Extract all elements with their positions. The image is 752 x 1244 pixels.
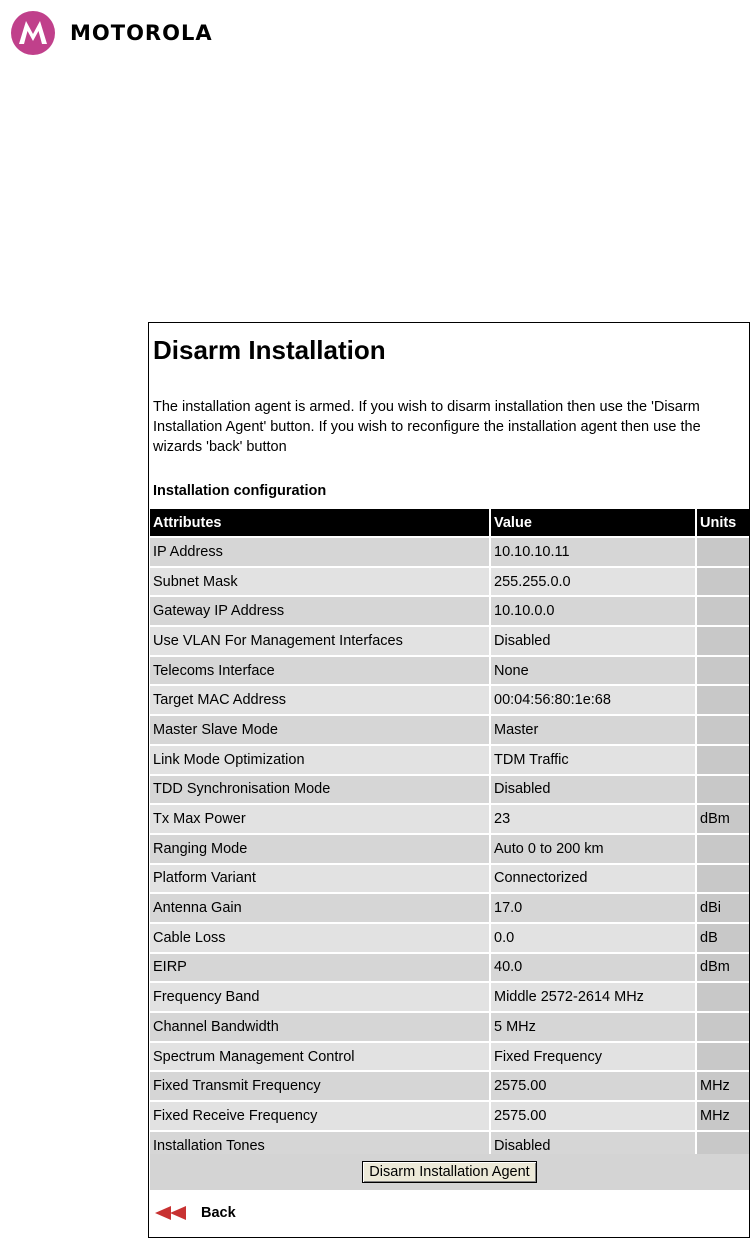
section-heading: Installation configuration: [153, 483, 327, 499]
value-cell: Connectorized: [490, 864, 696, 894]
units-cell: dB: [696, 923, 749, 953]
table-body: [150, 537, 749, 1159]
units-cell: dBm: [696, 953, 749, 983]
units-cell: [696, 1042, 749, 1072]
value-cell: 17.0: [490, 893, 696, 923]
value-cell: 40.0: [490, 953, 696, 983]
table-row: [150, 626, 749, 656]
units-cell: [696, 596, 749, 626]
units-cell: MHz: [696, 1071, 749, 1101]
attribute-cell: Gateway IP Address: [150, 596, 490, 626]
table-row: [150, 537, 749, 567]
table-row: [150, 982, 749, 1012]
value-cell: Disabled: [490, 626, 696, 656]
table-row: [150, 1012, 749, 1042]
intro-text: The installation agent is armed. If you wish to disarm installation then use the 'Disarm Installation Agent' button. If you wish to reconfigure the installation agent then use the wizards 'back' button: [153, 399, 701, 455]
units-cell: [696, 1012, 749, 1042]
table-row: [150, 656, 749, 686]
attribute-cell: TDD Synchronisation Mode: [150, 775, 490, 805]
units-cell: [696, 537, 749, 567]
header-attributes: Attributes: [150, 509, 490, 537]
table-row: [150, 775, 749, 805]
disarm-installation-agent-button[interactable]: Disarm Installation Agent: [362, 1161, 536, 1183]
units-cell: [696, 834, 749, 864]
back-link[interactable]: [155, 1205, 236, 1221]
table-row: [150, 745, 749, 775]
value-cell: 5 MHz: [490, 1012, 696, 1042]
brand-name: MOTOROLA: [70, 21, 213, 45]
attribute-cell: Telecoms Interface: [150, 656, 490, 686]
attribute-cell: Antenna Gain: [150, 893, 490, 923]
table-row: [150, 1042, 749, 1072]
value-cell: Master: [490, 715, 696, 745]
attribute-cell: Spectrum Management Control: [150, 1042, 490, 1072]
table-row: [150, 685, 749, 715]
units-cell: [696, 864, 749, 894]
back-label: Back: [201, 1205, 236, 1221]
units-cell: dBi: [696, 893, 749, 923]
units-cell: [696, 745, 749, 775]
value-cell: 23: [490, 804, 696, 834]
double-left-arrow-icon: [155, 1205, 189, 1221]
units-cell: [696, 656, 749, 686]
table-row: [150, 1071, 749, 1101]
units-cell: MHz: [696, 1101, 749, 1131]
value-cell: 255.255.0.0: [490, 567, 696, 597]
attribute-cell: Tx Max Power: [150, 804, 490, 834]
attribute-cell: Link Mode Optimization: [150, 745, 490, 775]
attribute-cell: Subnet Mask: [150, 567, 490, 597]
installation-config-table: [150, 509, 749, 1159]
units-cell: [696, 626, 749, 656]
attribute-cell: Fixed Receive Frequency: [150, 1101, 490, 1131]
table-header-row: [150, 509, 749, 537]
attribute-cell: Platform Variant: [150, 864, 490, 894]
value-cell: 0.0: [490, 923, 696, 953]
value-cell: None: [490, 656, 696, 686]
value-cell: Fixed Frequency: [490, 1042, 696, 1072]
attribute-cell: Installation Tones: [150, 1131, 490, 1160]
table-row: [150, 596, 749, 626]
table-row: [150, 567, 749, 597]
attribute-cell: Frequency Band: [150, 982, 490, 1012]
table-row: [150, 893, 749, 923]
value-cell: 2575.00: [490, 1101, 696, 1131]
value-cell: 00:04:56:80:1e:68: [490, 685, 696, 715]
units-cell: [696, 715, 749, 745]
page-title: Disarm Installation: [153, 335, 386, 365]
table-row: [150, 923, 749, 953]
attribute-cell: Channel Bandwidth: [150, 1012, 490, 1042]
disarm-installation-panel: [148, 322, 750, 1238]
value-cell: 2575.00: [490, 1071, 696, 1101]
button-row: [150, 1154, 749, 1190]
value-cell: 10.10.0.0: [490, 596, 696, 626]
brand-header: [10, 10, 213, 56]
attribute-cell: Cable Loss: [150, 923, 490, 953]
attribute-cell: Ranging Mode: [150, 834, 490, 864]
header-value: Value: [490, 509, 696, 537]
units-cell: [696, 982, 749, 1012]
table-row: [150, 1101, 749, 1131]
header-units: Units: [696, 509, 749, 537]
units-cell: dBm: [696, 804, 749, 834]
attribute-cell: Master Slave Mode: [150, 715, 490, 745]
value-cell: Disabled: [490, 775, 696, 805]
units-cell: [696, 567, 749, 597]
attribute-cell: Fixed Transmit Frequency: [150, 1071, 490, 1101]
table-row: [150, 953, 749, 983]
value-cell: Middle 2572-2614 MHz: [490, 982, 696, 1012]
value-cell: TDM Traffic: [490, 745, 696, 775]
table-row: [150, 834, 749, 864]
units-cell: [696, 775, 749, 805]
attribute-cell: Target MAC Address: [150, 685, 490, 715]
table-row: [150, 864, 749, 894]
value-cell: 10.10.10.11: [490, 537, 696, 567]
units-cell: [696, 685, 749, 715]
value-cell: Disabled: [490, 1131, 696, 1160]
attribute-cell: Use VLAN For Management Interfaces: [150, 626, 490, 656]
table-row: [150, 804, 749, 834]
attribute-cell: IP Address: [150, 537, 490, 567]
table-row: [150, 715, 749, 745]
motorola-logo-icon: [10, 10, 56, 56]
value-cell: Auto 0 to 200 km: [490, 834, 696, 864]
attribute-cell: EIRP: [150, 953, 490, 983]
